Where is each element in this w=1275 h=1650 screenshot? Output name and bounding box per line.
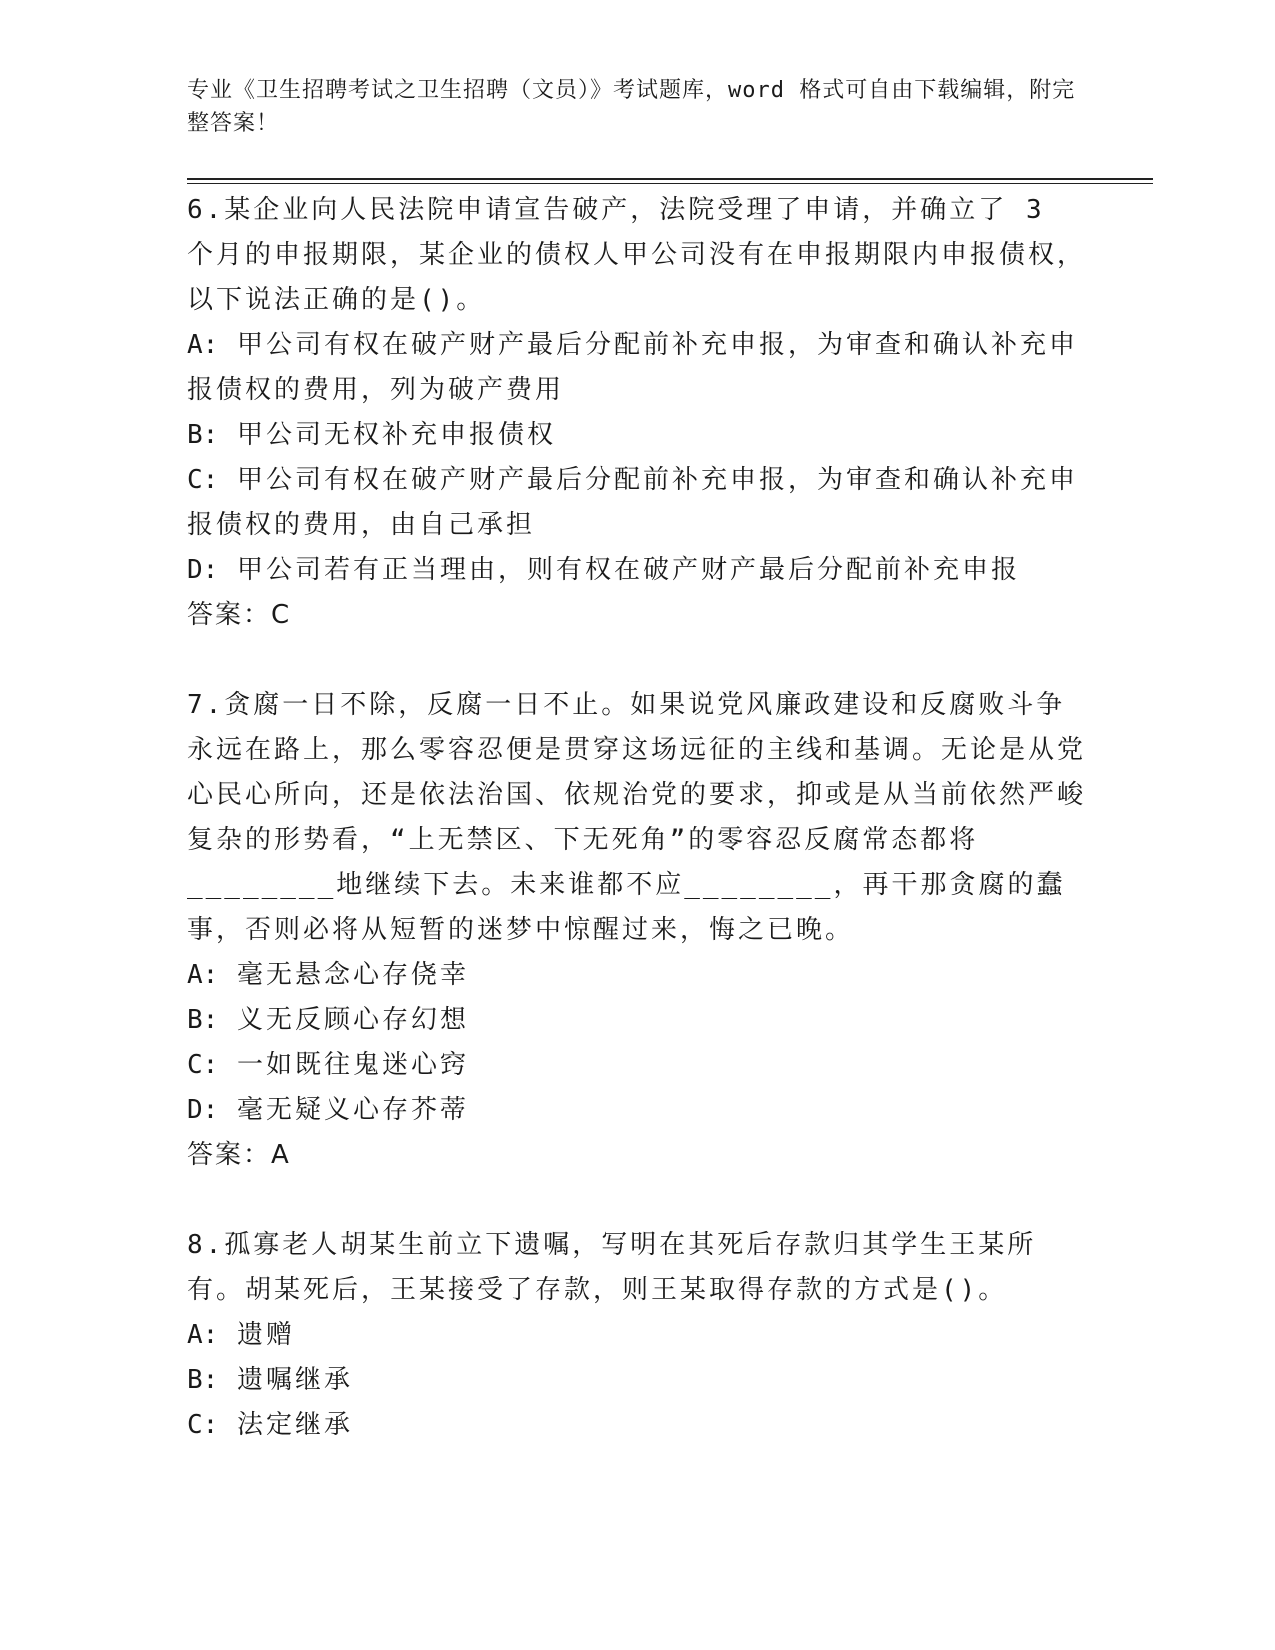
header-divider-thick [187, 178, 1153, 180]
option-b [187, 1358, 1087, 1403]
option-letter: A: [187, 960, 219, 990]
option-c [187, 1043, 1087, 1088]
question-stem: 6.某企业向人民法院申请宣告破产，法院受理了申请，并确立了 3 个月的申报期限，某企业的债权人甲公司没有在申报期限内申报债权，以下说法正确的是()。 [187, 195, 1087, 315]
option-text: 毫无疑义心存芥蒂 [236, 1095, 469, 1125]
option-text: 毫无悬念心存侥幸 [236, 960, 469, 990]
header-divider-thin [187, 183, 1153, 184]
option-letter: B: [187, 1005, 219, 1035]
option-letter: B: [187, 420, 219, 450]
option-b [187, 998, 1087, 1043]
option-a [187, 953, 1087, 998]
answer-text: 答案：A [187, 1140, 291, 1170]
option-letter: C: [187, 1410, 219, 1440]
option-letter: D: [187, 555, 219, 585]
question-8 [187, 1223, 1087, 1448]
option-text: 遗赠 [236, 1320, 295, 1350]
question-list [187, 188, 1087, 1493]
option-text: 甲公司有权在破产财产最后分配前补充申报，为审查和确认补充申报债权的费用，列为破产费用 [187, 330, 1078, 405]
answer-text: 答案：C [187, 600, 292, 630]
option-text: 遗嘱继承 [236, 1365, 353, 1395]
question-stem: 7.贪腐一日不除，反腐一日不止。如果说党风廉政建设和反腐败斗争永远在路上，那么零容忍便是贯穿这场远征的主线和基调。无论是从党心民心所向，还是依法治国、依规治党的要求，抑或是从当前依然严峻复杂的形势看，“上无禁区、下无死角”的零容忍反腐常态都将________地继续下去。未来谁都不应________，再干那贪腐的蠢事，否则必将从短暂的迷梦中惊醒过来，悔之已晚。 [187, 690, 1087, 945]
option-letter: A: [187, 330, 219, 360]
option-letter: B: [187, 1365, 219, 1395]
option-a [187, 323, 1087, 413]
option-c [187, 1403, 1087, 1448]
option-text: 义无反顾心存幻想 [236, 1005, 469, 1035]
option-letter: C: [187, 465, 219, 495]
option-letter: D: [187, 1095, 219, 1125]
option-text: 甲公司若有正当理由，则有权在破产财产最后分配前补充申报 [236, 555, 1020, 585]
question-7 [187, 683, 1087, 1178]
option-letter: A: [187, 1320, 219, 1350]
document-header [187, 74, 1087, 140]
option-text: 甲公司有权在破产财产最后分配前补充申报，为审查和确认补充申报债权的费用，由自己承担 [187, 465, 1078, 540]
option-c [187, 458, 1087, 548]
option-text: 法定继承 [236, 1410, 353, 1440]
question-6 [187, 188, 1087, 638]
option-d [187, 1088, 1087, 1133]
option-letter: C: [187, 1050, 219, 1080]
option-a [187, 1313, 1087, 1358]
option-b [187, 413, 1087, 458]
option-text: 一如既往鬼迷心窍 [236, 1050, 469, 1080]
option-d [187, 548, 1087, 593]
question-stem: 8.孤寡老人胡某生前立下遗嘱，写明在其死后存款归其学生王某所有。胡某死后，王某接受了存款，则王某取得存款的方式是()。 [187, 1230, 1037, 1305]
header-text: 专业《卫生招聘考试之卫生招聘（文员）》考试题库，word 格式可自由下载编辑，附完整答案！ [187, 78, 1076, 136]
option-text: 甲公司无权补充申报债权 [236, 420, 556, 450]
